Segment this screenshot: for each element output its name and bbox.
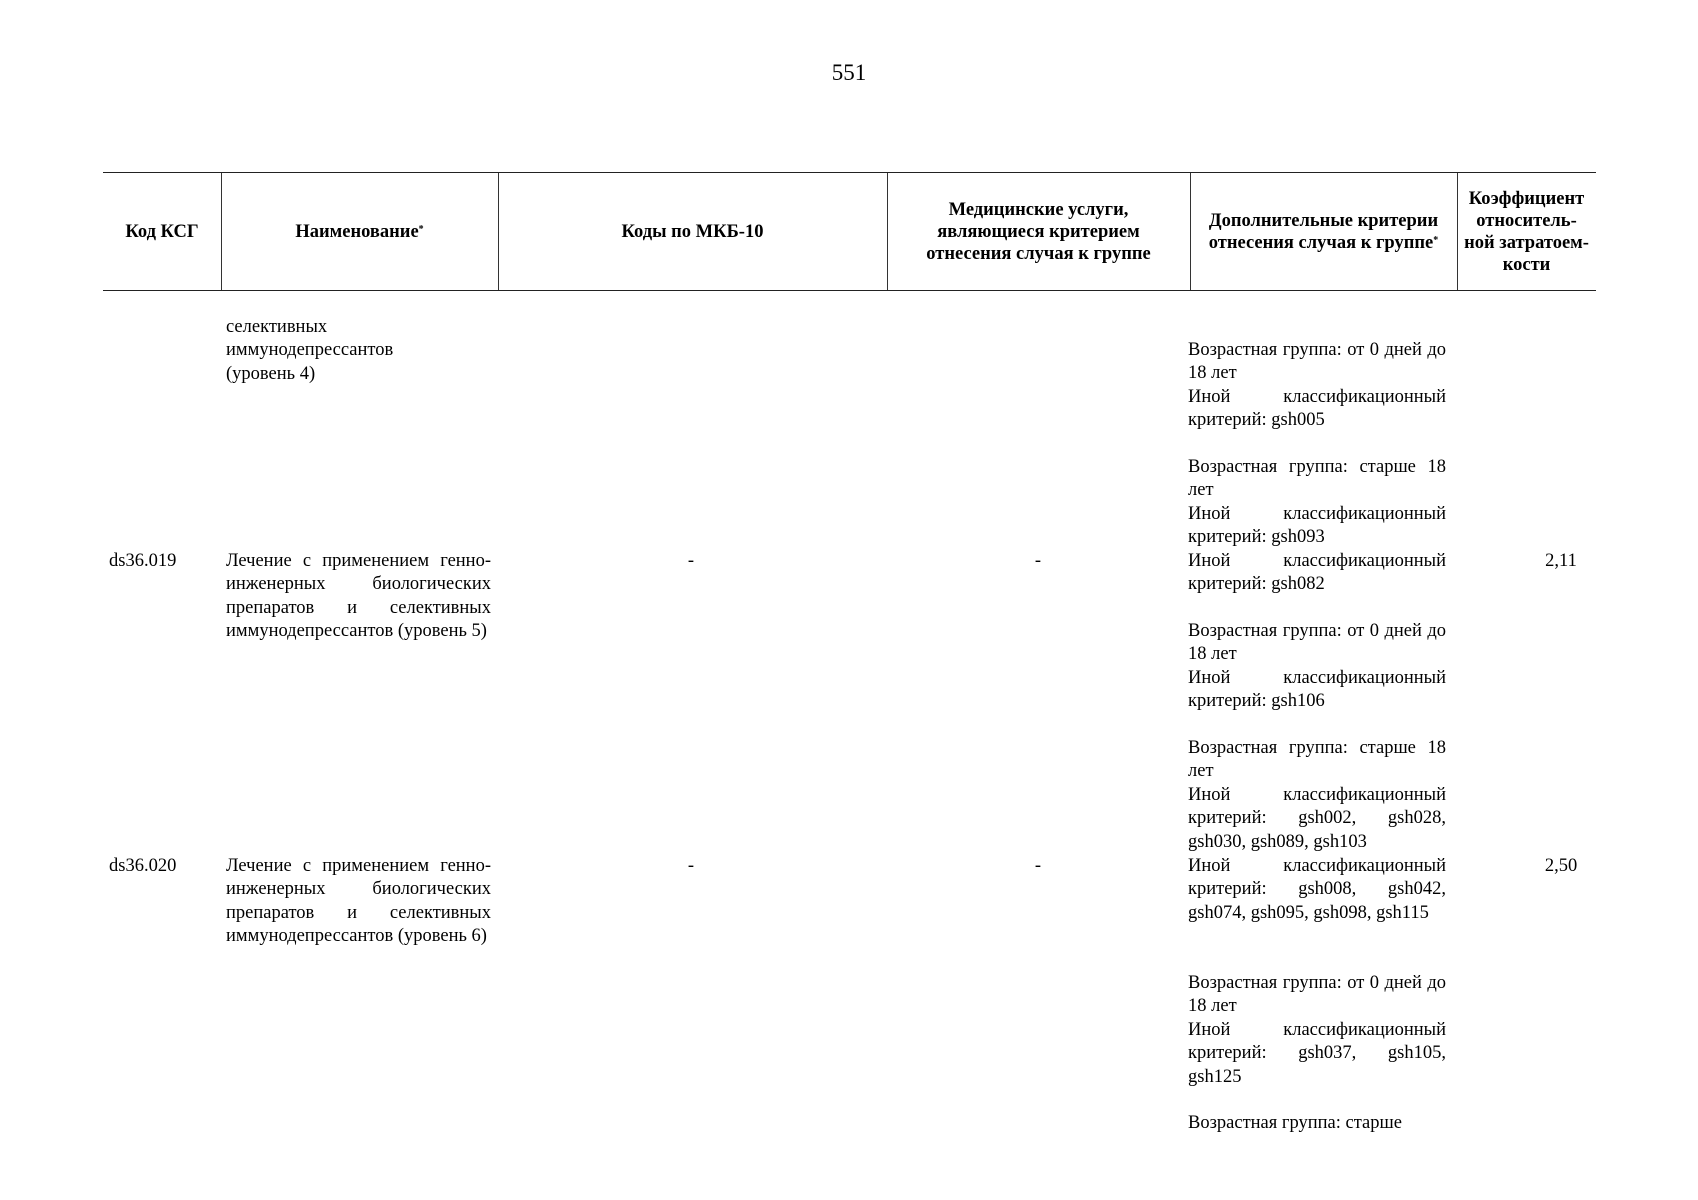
criteria-block: Возрастная группа: от 0 дней до 18 лет Иной классификационный критерий: gsh005	[1188, 340, 1446, 431]
criteria-block: Возрастная группа: старше 18 лет Иной классификационный критерий: gsh093	[1188, 457, 1446, 548]
ksg-name: Лечение с применением генно-инженерных биологических препаратов и селективных иммунодепрессантов (уровень 6)	[226, 856, 491, 947]
cost-coefficient: 2,11	[1545, 551, 1577, 571]
header-criteria: Дополнительные критерии отнесения случая к группе*	[1208, 210, 1439, 253]
criteria-block: Возрастная группа: от 0 дней до 18 лет Иной классификационный критерий: gsh106	[1188, 621, 1446, 712]
criteria-block: Возрастная группа: старше 18 лет Иной классификационный критерий: gsh002, gsh028, gsh030, gsh089, gsh103	[1188, 738, 1446, 852]
table-header	[103, 172, 1596, 291]
criteria-block: Иной классификационный критерий: gsh008, gsh042, gsh074, gsh095, gsh098, gsh115	[1188, 856, 1446, 923]
ksg-code: ds36.019	[109, 551, 177, 571]
continued-name: селективных иммунодепрессантов (уровень 4)	[226, 317, 394, 384]
cost-coefficient: 2,50	[1544, 856, 1578, 876]
header-name: Наименование*	[295, 221, 424, 242]
medical-services: -	[1034, 551, 1042, 571]
ksg-name: Лечение с применением генно-инженерных биологических препаратов и селективных иммунодепрессантов (уровень 5)	[226, 551, 491, 642]
icd-codes: -	[687, 551, 695, 571]
criteria-block: Возрастная группа: от 0 дней до 18 лет Иной классификационный критерий: gsh037, gsh105, gsh125	[1188, 973, 1446, 1087]
criteria-block: Возрастная группа: старше	[1188, 1113, 1402, 1133]
header-services: Медицинские услуги, являющиеся критерием отнесения случая к группе	[926, 199, 1151, 264]
header-code: Код КСГ	[125, 221, 199, 242]
header-icd: Коды по МКБ-10	[621, 221, 764, 242]
header-coef: Коэффициент относитель-ной затратоем-кости	[1464, 188, 1589, 275]
page-number: 551	[831, 60, 867, 85]
icd-codes: -	[687, 856, 695, 876]
criteria-block: Иной классификационный критерий: gsh082	[1188, 551, 1446, 595]
ksg-code: ds36.020	[109, 856, 177, 876]
medical-services: -	[1034, 856, 1042, 876]
